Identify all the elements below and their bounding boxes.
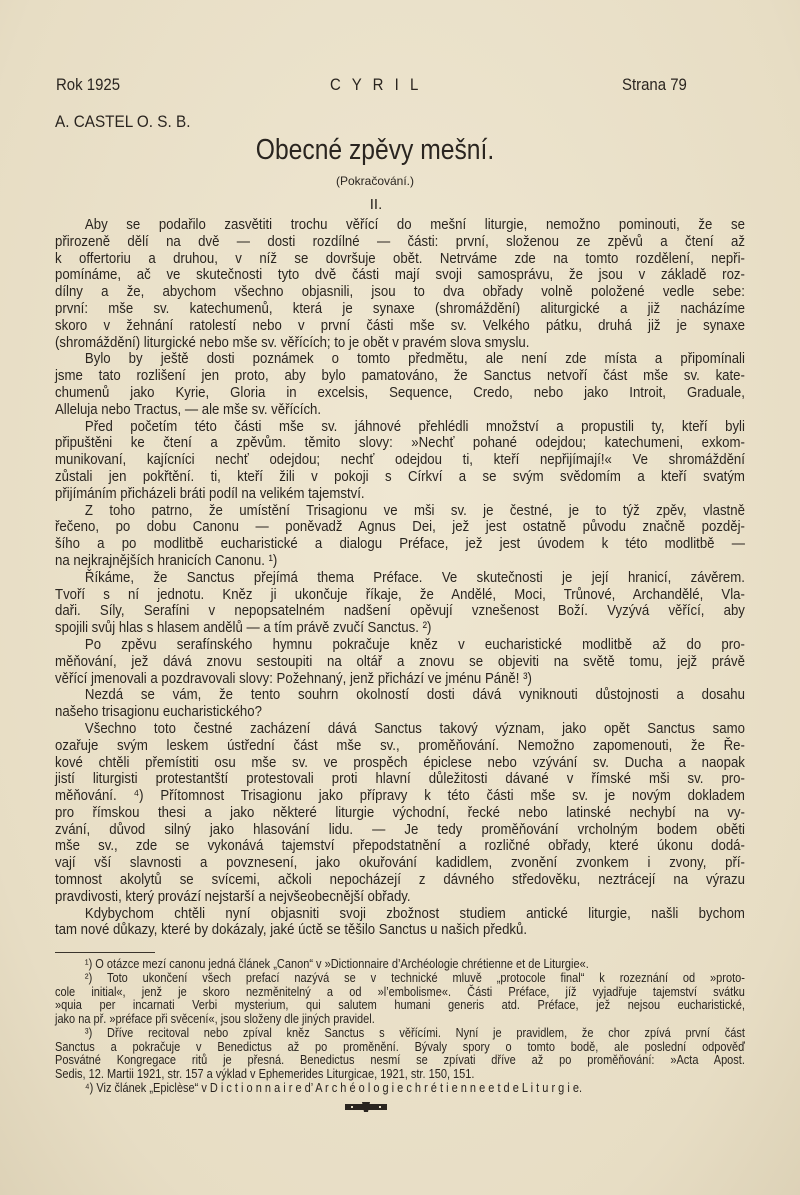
footnote: [55, 958, 745, 972]
article-title: Obecné zpěvy mešní.: [255, 134, 495, 166]
text-line: řečeno, po dobu Canonu — poněvadž Agnus Dei, jež jest ostatně původu značně pozděj-: [55, 518, 745, 536]
text-line: Bylo by ještě dosti poznámek o tomto předmětu, ale není zde místa a připomínali: [84, 350, 745, 368]
text-line: ozařuje svým leskem ústřední část mše sv., proměňování. Nemožno zapomenouti, že Ře-: [55, 736, 745, 754]
text-line: kové chtěli přemístiti osu mše sv. ve prospěch épiclese nebo vzývání sv. Ducha a naopak: [55, 753, 745, 771]
paragraph: [55, 906, 745, 940]
footnote: [55, 1082, 745, 1096]
text-line: první: mše sv. katechumenů, která je synaxe (shromáždění) aliturgické a již nacházíme: [55, 299, 745, 317]
footnote: [55, 972, 745, 1027]
text-line: pravdivosti, který provází nejstarší a nejvšeobecnější obřady.: [55, 887, 411, 905]
text-line: chumenů jako Kyrie, Gloria in excelsis, Sequence, Credo, nebo jako Introit, Graduale,: [55, 383, 745, 401]
text-line: mše sv., zde se vykonává tajemství přepodstatnění a rozličné obřady, které úkonu dodá-: [55, 837, 745, 855]
article-author: A. CASTEL O. S. B.: [55, 112, 191, 131]
ornament-icon: [345, 1102, 387, 1112]
text-line: přirozeně dělí na dvě — dosti rozdílné — části: první, složenou ze zpěvů a čtení až: [55, 232, 745, 250]
paragraph: [55, 503, 745, 570]
text-line: cole initial«, jenž je skoro nezměnitelný a od »l’embolisme«. Části Préface, jíž vyjadřuje tajemství svátku: [55, 984, 745, 999]
text-line: Po zpěvu serafínského hymnu pokračuje kněz v eucharistické modlitbě až do pro-: [84, 635, 745, 653]
article-subtitle: (Pokračování.): [335, 174, 415, 188]
text-line: Sedis, 12. Martii 1921, str. 157 a výklad v Ephemerides Liturgicae, 1921, str. 150, 151.: [55, 1067, 475, 1081]
header-page-number: Strana 79: [622, 75, 687, 94]
text-line: munikovaní, kajícníci nechť odejdou; nechť odejdou ti, kteří nepřijímají!« Ve shromáždění: [55, 451, 745, 469]
text-line: ²) Toto ukončení všech prefací nazývá se v technické mluvě „protocole final“ k rozeznání od »proto-: [84, 970, 745, 985]
text-line: Sanctus a pokračuje v Benedictus až po proměnění. Bývaly spory o tomto bodě, ale poslední odpověď: [55, 1039, 745, 1054]
text-line: pomínáme, ač ve skutečnosti tyto dvě části mají svoji samosprávu, že jsou v základě roz-: [55, 266, 745, 284]
text-line: ³) Dříve recitoval nebo zpíval kněz Sanctus s věřícími. Nyní je pravidlem, že chor zpívá první část: [84, 1025, 745, 1040]
text-line: vají vší slavnosti a povznesení, jako okuřování kadidlem, zvonění zvonkem i zvony, pří-: [55, 854, 745, 872]
text-line: měňování. ⁴) Přítomnost Trisagionu jako přípravy k této části mše sv. je novým dokladem: [55, 787, 745, 805]
text-line: šího a po modlitbě eucharistické a dialogu Préface, jež jest úvodem k této modlitbě —: [55, 535, 745, 553]
article-body: [55, 217, 745, 939]
text-line: připuštěni ke čtení a zpěvům. těmito slovy: »Nechť pohané odejdou; katechumeni, exkom-: [55, 434, 745, 452]
text-line: (shromáždění) liturgické nebo mše sv. věřících; to je obět v pravém slova smyslu.: [55, 333, 530, 351]
text-line: ¹) O otázce mezí canonu jedná článek „Canon“ v »Dictionnaire d’Archéologie chrétienne et de Liturgie«.: [84, 957, 589, 971]
text-line: zůstali jen pokřtění. ti, kteří žili v pokoji s Církví a se svým svědomím a kteří svatým: [55, 467, 745, 485]
text-line: spojili svůj hlas s hlasem andělů — a tím právě zvučí Sanctus. ²): [55, 619, 432, 637]
text-line: k offertoriu a druhou, v níž se dovršuje obět. Netrváme zde na tomto rozdělení, nepři-: [55, 249, 745, 267]
text-line: Posvátné Kongregace ritů je přesná. Benedictus nesmí se zpívati dříve až po proměňování: »Acta Apost.: [55, 1053, 745, 1068]
paragraph: [55, 721, 745, 906]
header-year: Rok 1925: [56, 75, 121, 94]
text-line: tam nové důkazy, které by dokázaly, jaké úctě se těšilo Sanctus u našich předků.: [55, 921, 528, 939]
text-line: našeho trisagionu eucharistického?: [55, 703, 262, 721]
paragraph: [55, 637, 745, 687]
text-line: Z toho patrno, že umístění Trisagionu ve mši sv. je čestné, je to týž zpěv, vlastně: [84, 501, 745, 519]
text-line: dílny a že, abychom všechno objasnili, jsou to dva obřady volně položené vedle sebe:: [55, 283, 745, 301]
text-line: na nejkrajnějších hranicích Canonu. ¹): [55, 551, 278, 569]
text-line: ⁴) Viz článek „Epiclèse“ v D i c t i o n n a i r e d’ A r c h é o l o g i e c h r é t i e n n e e t d e L i t u r g i e.: [84, 1080, 583, 1095]
text-line: »quia per incarnati Verbi mysterium, qui salutem humani generis atd. Préface, jež nejsou eucharistické,: [55, 998, 745, 1013]
paragraph: [55, 217, 745, 351]
text-line: měňování, jež dává znovu sestoupiti na oltář a znovu se objeviti na světě tomu, jejž právě: [55, 652, 745, 670]
text-line: jako na př. »préface při svěcení«, jsou složeny dle jiných pravidel.: [55, 1012, 375, 1026]
text-line: Nezdá se vám, že tento souhrn okolností dosti dává vyniknouti důstojnosti a dosahu: [84, 686, 745, 704]
footnote-divider: [55, 952, 155, 953]
text-line: věřící jmenovali a pozdravovali slovy: Požehnaný, jenž přichází ve jménu Páně! ³): [55, 669, 532, 687]
section-number: II.: [369, 196, 383, 213]
text-line: Říkáme, že Sanctus přejímá thema Préface. Ve skutečnosti je její hranicí, závěrem.: [84, 568, 745, 586]
text-line: tomnost akolytů se svícemi, ačkoli nepocházejí z dávného středověku, neztrácejí na výrazu: [55, 871, 745, 889]
text-line: Kdybychom chtěli nyní objasniti svoji zbožnost studiem antické liturgie, našli bychom: [84, 904, 745, 922]
paragraph: [55, 570, 745, 637]
text-line: daři. Síly, Serafíni v nepopsatelném nadšení opěvují vznešenost Boží. Vyzývá věřící, aby: [55, 602, 745, 620]
text-line: Před početím této části mše sv. jáhnové přehlédli množství a propustili ty, kteří byli: [84, 417, 745, 435]
header-journal-title: C Y R I L: [330, 75, 422, 94]
paragraph: [55, 687, 745, 721]
text-line: přijímáním přicházeli bráti podíl na velikém tajemství.: [55, 484, 365, 502]
footnote: [55, 1027, 745, 1082]
text-line: zvání, důvod silný jako hlasování lidu. — Je tedy proměňování vrcholným bodem oběti: [55, 820, 745, 838]
paragraph: [55, 351, 745, 418]
text-line: Tvoří s ní jednotu. Kněz ji ukončuje říkaje, že Andělé, Moci, Trůnové, Archandělé, Vla-: [55, 585, 745, 603]
text-line: jsme tato rozlišení jen proto, aby bylo pamatováno, že Sanctus netvoří část mše sv. kate-: [55, 367, 745, 385]
text-line: Všechno toto čestné zacházení dává Sanctus takový význam, jako opět Sanctus samo: [84, 719, 745, 737]
paragraph: [55, 419, 745, 503]
text-line: skoro v žehnání ratolestí nebo v první části mše sv. Velkého pátku, druhá již je synaxe: [55, 316, 745, 334]
text-line: jistí liturgisti protestantští protestovali proti hlavní důležitosti dávané v římské mši sv. pro-: [55, 770, 745, 788]
text-line: Alleluja nebo Tractus, — ale mše sv. věřících.: [55, 400, 322, 418]
text-line: Aby se podařilo zasvětiti trochu věřící do mešní liturgie, nemožno pominouti, že se: [84, 216, 745, 233]
text-line: pro římskou thesi a jako některé liturgie východní, řecké nebo latinské nechybí na vy-: [55, 803, 745, 821]
footnotes: [55, 958, 745, 1096]
